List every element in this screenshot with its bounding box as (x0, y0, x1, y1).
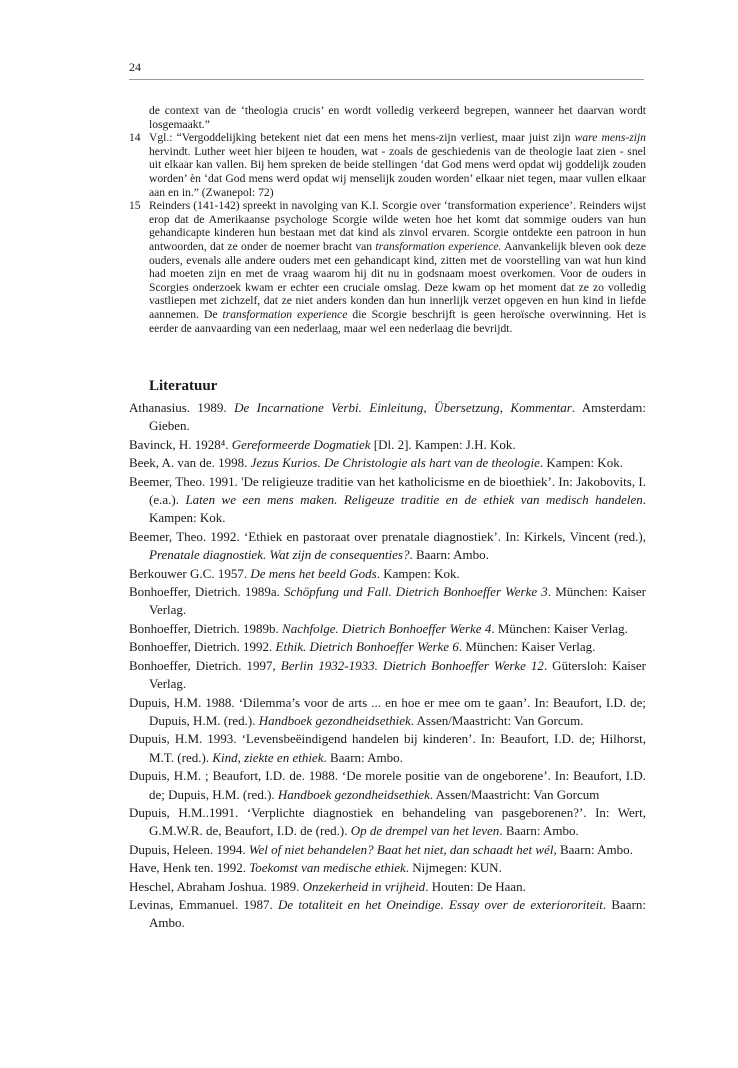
note-text: Reinders (141-142) spreekt in navolging van K.I. Scorgie over ‘transformation experience’. Reinders wijst erop dat de Amerikaanse psychologe Scorgie wilde weten hoe het komt dat sommige ouders van hun gehandicapte kinderen hun bestaan met dat kind als zinvol ervaren. Scorgie ontdekte een patroon in hun antwoorden, dat ze onder de noemer bracht van transformation experience. Aanvankelijk bleven ook deze ouders, evenals alle andere ouders met een gehandicapt kind, zitten met de voorstelling van wat hun kind had moeten zijn en met de vraag waarom hij dit nu in godsnaam moest overkomen. Voor de ouders in Scorgies onderzoek kwam er echter een cruciale omslag. Deze kwam op het moment dat ze zo volledig vastliepen met zichzelf, dat ze niet anders konden dan hun innerlijk verzet opgeven en hun kind in liefde aannemen. De transformation experience die Scorgie beschrijft is geen heroïsche overwinning. Het is eerder de aanvaarding van een nederlaag, maar wel een nederlaag die bevrijdt. (149, 199, 647, 335)
reference-entry: Levinas, Emmanuel. 1987. De totaliteit en het Oneindige. Essay over de exteriororiteit. Baarn: Ambo. (129, 896, 647, 931)
literature-section (129, 376, 646, 933)
note-14 (129, 131, 646, 199)
reference-entry: Athanasius. 1989. De Incarnatione Verbi. Einleitung, Übersetzung, Kommentar. Amsterdam: Gieben. (129, 400, 647, 434)
literature-heading: Literatuur (149, 378, 218, 394)
reference-entry: Bonhoeffer, Dietrich. 1989a. Schöpfung und Fall. Dietrich Bonhoeffer Werke 3. München: Kaiser Verlag. (129, 584, 647, 618)
reference-entry: Bonhoeffer, Dietrich. 1989b. Nachfolge. Dietrich Bonhoeffer Werke 4. München: Kaiser Verlag. (129, 620, 628, 636)
note-continuation: de context van de ‘theologia crucis’ en wordt volledig verkeerd begrepen, wanneer het daarvan wordt losgemaakt.” (149, 104, 646, 131)
reference-entry: Dupuis, H.M..1991. ‘Verplichte diagnostiek en behandeling van pasgeborenen?’. In: Wert, G.M.W.R. de, Beaufort, I.D. de (red.). Op de drempel van het leven. Baarn: Ambo. (129, 804, 646, 839)
reference-list (129, 399, 646, 933)
reference-entry: Berkouwer G.C. 1957. De mens het beeld Gods. Kampen: Kok. (129, 565, 460, 581)
reference-entry: Beemer, Theo. 1992. ‘Ethiek en pastoraat over prenatale diagnostiek’. In: Kirkels, Vincent (red.), Prenatale diagnostiek. Wat zijn de consequenties?. Baarn: Ambo. (129, 528, 646, 563)
page-number: 24 (129, 60, 141, 74)
reference-entry: Dupuis, H.M. ; Beaufort, I.D. de. 1988. ‘De morele positie van de ongeborene’. In: Beaufort, I.D. de; Dupuis, H.M. (red.). Handboek gezondheidsethiek. Assen/Maastricht: Van Gorcum (129, 768, 646, 802)
reference-entry: Bonhoeffer, Dietrich. 1997, Berlin 1932-1933. Dietrich Bonhoeffer Werke 12. Gütersloh: Kaiser Verlag. (129, 657, 646, 692)
reference-entry: Dupuis, Heleen. 1994. Wel of niet behandelen? Baat het niet, dan schaadt het wél, Baarn: Ambo. (129, 841, 633, 857)
reference-entry: Dupuis, H.M. 1993. ‘Levensbeëindigend handelen bij kinderen’. In: Beaufort, I.D. de; Hilhorst, M.T. (red.). Kind, ziekte en ethiek. Baarn: Ambo. (129, 731, 646, 765)
note-15 (129, 199, 646, 335)
reference-entry: Bonhoeffer, Dietrich. 1992. Ethik. Dietrich Bonhoeffer Werke 6. München: Kaiser Verlag. (129, 639, 596, 655)
header-rule (129, 79, 644, 80)
reference-entry: Beemer, Theo. 1991. 'De religieuze traditie van het katholicisme en de bioethiek’. In: Jakobovits, I. (e.a.). Laten we een mens maken. Religeuze traditie en de ethiek van medisch handelen. Kampen: Kok. (129, 473, 646, 526)
note-text: Vgl.: “Vergoddelijking betekent niet dat een mens het mens-zijn verliest, maar juist zijn ware mens-zijn hervindt. Luther weet hier bijeen te houden, wat - zoals de geschiedenis van de theologie laat zien - snel uit elkaar kan vallen. Bij hem spreken de beide stellingen ‘dat God mens werd opdat wij goddelijk zouden worden’ èn ‘dat God mens werd opdat wij menselijk zouden worden’ elkaar niet tegen, maar vullen elkaar aan en in.” (Zwanepol: 72) (149, 131, 646, 199)
reference-entry: Have, Henk ten. 1992. Toekomst van medische ethiek. Nijmegen: KUN. (129, 860, 502, 876)
reference-entry: Beek, A. van de. 1998. Jezus Kurios. De Christologie als hart van de theologie. Kampen: Kok. (129, 455, 623, 471)
reference-entry: Dupuis, H.M. 1988. ‘Dilemma’s voor de arts ... en hoe er mee om te gaan’. In: Beaufort, I.D. de; Dupuis, H.M. (red.). Handboek gezondheidsethiek. Assen/Maastricht: Van Gorcum. (129, 694, 646, 728)
endnotes (129, 104, 646, 335)
note-number: 15 (129, 199, 141, 213)
note-number: 14 (129, 131, 141, 145)
reference-entry: Bavinck, H. 1928⁴. Gereformeerde Dogmatiek [Dl. 2]. Kampen: J.H. Kok. (129, 436, 516, 452)
reference-entry: Heschel, Abraham Joshua. 1989. Onzekerheid in vrijheid. Houten: De Haan. (129, 878, 526, 894)
